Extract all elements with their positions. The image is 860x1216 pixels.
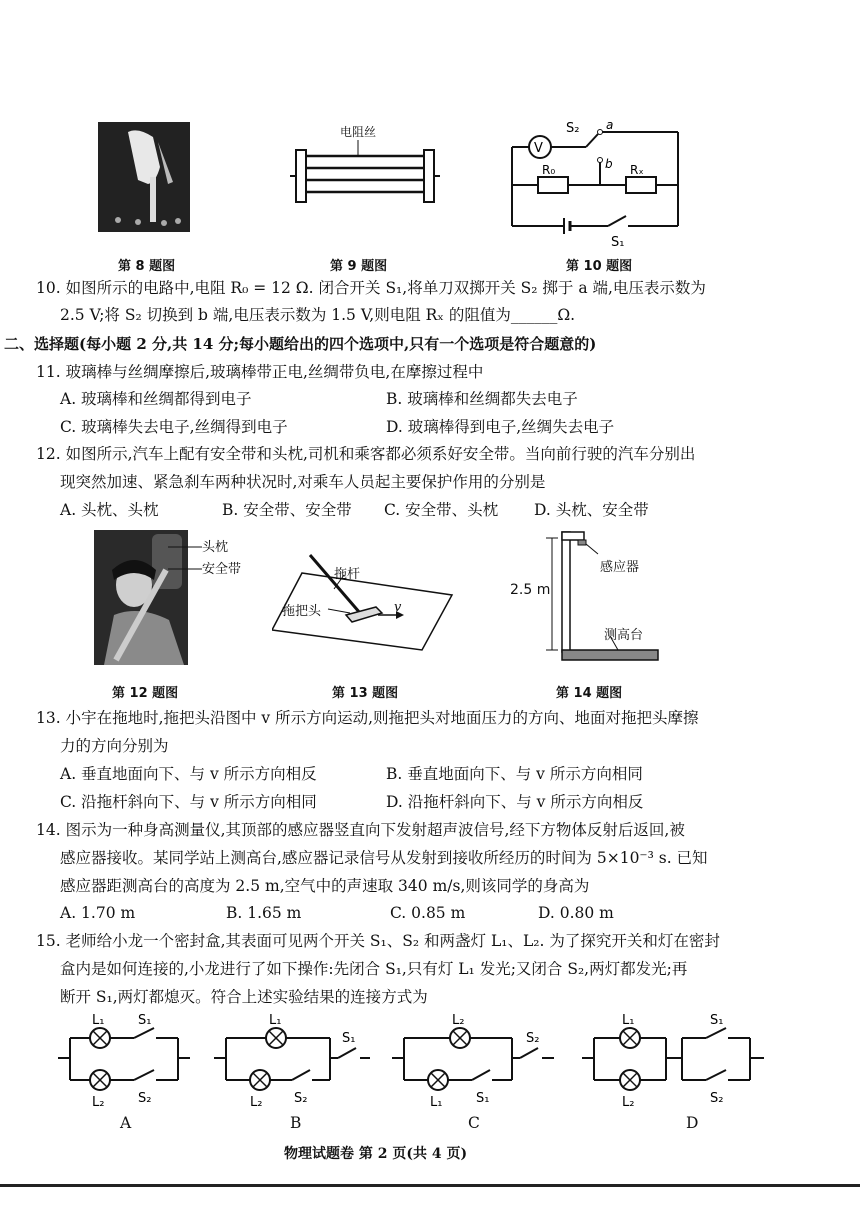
fig9-label: 电阻丝 xyxy=(340,125,377,139)
fig8-caption: 第 8 题图 xyxy=(118,259,176,274)
q13-option-d: D. 沿拖杆斜向下、与 v 所示方向相反 xyxy=(386,793,644,811)
q15a-l1-label: L₁ xyxy=(92,1013,105,1028)
q11-option-c: C. 玻璃棒失去电子,丝绸得到电子 xyxy=(60,418,288,436)
fig13-v-label: v xyxy=(394,600,402,615)
q15b-l1-label: L₁ xyxy=(269,1013,282,1028)
page-footer: 物理试题卷 第 2 页(共 4 页) xyxy=(284,1146,468,1162)
q14-option-d: D. 0.80 m xyxy=(538,904,614,922)
q15b-s1-label: S₁ xyxy=(342,1031,356,1046)
q15b-l2-label: L₂ xyxy=(250,1095,263,1110)
fig14-height-meter-diagram xyxy=(540,528,660,670)
fig14-platform-label: 测高台 xyxy=(604,628,644,643)
fig14-sensor-label: 感应器 xyxy=(600,560,640,575)
q11-option-d: D. 玻璃棒得到电子,丝绸失去电子 xyxy=(386,418,615,436)
fig10-s1-label: S₁ xyxy=(611,235,625,250)
q10-line2: 2.5 V;将 S₂ 切换到 b 端,电压表示数为 1.5 V,则电阻 Rₓ 的阻值为______Ω. xyxy=(60,306,576,324)
q12-option-a: A. 头枕、头枕 xyxy=(60,501,159,519)
q15b-s2-label: S₂ xyxy=(294,1091,308,1106)
fig14-caption: 第 14 题图 xyxy=(556,686,623,701)
q15-option-d-label: D xyxy=(686,1114,699,1132)
q12-option-d: D. 头枕、安全带 xyxy=(534,501,649,519)
q15a-l2-label: L₂ xyxy=(92,1095,105,1110)
q14-line1: 14. 图示为一种身高测量仪,其顶部的感应器竖直向下发射超声波信号,经下方物体反射后返回,被 xyxy=(36,821,685,839)
q15-circuit-c xyxy=(392,1010,562,1114)
q15-option-a-label: A xyxy=(120,1114,132,1132)
q14-line3: 感应器距测高台的高度为 2.5 m,空气中的声速取 340 m/s,则该同学的身高为 xyxy=(60,877,590,895)
q14-option-c: C. 0.85 m xyxy=(390,904,466,922)
fig10-r0-label: R₀ xyxy=(542,163,556,177)
q12-line1: 12. 如图所示,汽车上配有安全带和头枕,司机和乘客都必须系好安全带。当向前行驶的汽车分别出 xyxy=(36,445,696,463)
fig9-resistor-wire-diagram xyxy=(290,128,450,212)
q15d-s2-label: S₂ xyxy=(710,1091,724,1106)
q14-option-b: B. 1.65 m xyxy=(226,904,302,922)
q15-line1: 15. 老师给小龙一个密封盒,其表面可见两个开关 S₁、S₂ 和两盏灯 L₁、L₂. 为了探究开关和灯在密封 xyxy=(36,932,720,950)
q13-option-c: C. 沿拖杆斜向下、与 v 所示方向相同 xyxy=(60,793,317,811)
q12-option-c: C. 安全带、头枕 xyxy=(384,501,499,519)
fig10-circuit xyxy=(508,120,688,254)
q15-circuit-a xyxy=(58,1010,198,1114)
q11-option-b: B. 玻璃棒和丝绸都失去电子 xyxy=(386,390,578,408)
fig10-s2-label: S₂ xyxy=(566,121,580,136)
q14-line2: 感应器接收。某同学站上测高台,感应器记录信号从发射到接收所经历的时间为 5×10⁻³ s. 已知 xyxy=(60,849,708,867)
q11-stem: 11. 玻璃棒与丝绸摩擦后,玻璃棒带正电,丝绸带负电,在摩擦过程中 xyxy=(36,363,484,381)
q15-line2: 盒内是如何连接的,小龙进行了如下操作:先闭合 S₁,只有灯 L₁ 发光;又闭合 S₂,两灯都发光;再 xyxy=(60,960,688,978)
q15d-l1-label: L₁ xyxy=(622,1013,635,1028)
q11-option-a: A. 玻璃棒和丝绸都得到电子 xyxy=(60,390,252,408)
q15c-s2-label: S₂ xyxy=(526,1031,540,1046)
fig10-a-label: a xyxy=(606,120,614,132)
q15c-l1-label: L₁ xyxy=(430,1095,443,1110)
fig12-headrest-label: 头枕 xyxy=(202,540,229,555)
q13-option-a: A. 垂直地面向下、与 v 所示方向相反 xyxy=(60,765,317,783)
q15d-l2-label: L₂ xyxy=(622,1095,635,1110)
fig10-caption: 第 10 题图 xyxy=(566,259,633,274)
q14-option-a: A. 1.70 m xyxy=(60,904,136,922)
q12-line2: 现突然加速、紧急刹车两种状况时,对乘车人员起主要保护作用的分别是 xyxy=(60,473,546,491)
fig13-caption: 第 13 题图 xyxy=(332,686,399,701)
q15-circuit-b xyxy=(214,1010,374,1114)
q15d-s1-label: S₁ xyxy=(710,1013,724,1028)
fig14-height-label: 2.5 m xyxy=(510,582,551,598)
q15-option-b-label: B xyxy=(290,1114,302,1132)
fig10-rx-label: Rₓ xyxy=(630,163,644,177)
fig13-rod-label: 拖杆 xyxy=(334,567,361,582)
fig9-caption: 第 9 题图 xyxy=(330,259,388,274)
fig12-headrest-pointer xyxy=(168,545,202,579)
fig12-belt-label: 安全带 xyxy=(202,562,242,577)
q13-line1: 13. 小宇在拖地时,拖把头沿图中 v 所示方向运动,则拖把头对地面压力的方向、地面对拖把头摩擦 xyxy=(36,709,699,727)
fig10-voltmeter-label: V xyxy=(534,141,543,156)
fig12-caption: 第 12 题图 xyxy=(112,686,179,701)
q12-option-b: B. 安全带、安全带 xyxy=(222,501,352,519)
q15a-s2-label: S₂ xyxy=(138,1091,152,1106)
fig10-b-label: b xyxy=(605,157,613,171)
section2-heading: 二、选择题(每小题 2 分,共 14 分;每小题给出的四个选项中,只有一个选项是符合题意的) xyxy=(4,335,597,353)
q15-line3: 断开 S₁,两灯都熄灭。符合上述实验结果的连接方式为 xyxy=(60,988,428,1006)
q15c-s1-label: S₁ xyxy=(476,1091,490,1106)
q15c-l2-label: L₂ xyxy=(452,1013,465,1028)
q15a-s1-label: S₁ xyxy=(138,1013,152,1028)
fig13-head-label: 拖把头 xyxy=(282,604,322,619)
footer-rule xyxy=(0,1184,860,1187)
q13-option-b: B. 垂直地面向下、与 v 所示方向相同 xyxy=(386,765,643,783)
q13-line2: 力的方向分别为 xyxy=(60,737,169,755)
q15-circuit-d xyxy=(582,1010,772,1114)
q15-option-c-label: C xyxy=(468,1114,480,1132)
fig8-photo xyxy=(98,122,190,232)
q10-line1: 10. 如图所示的电路中,电阻 R₀ = 12 Ω. 闭合开关 S₁,将单刀双掷开关 S₂ 掷于 a 端,电压表示数为 xyxy=(36,279,706,297)
